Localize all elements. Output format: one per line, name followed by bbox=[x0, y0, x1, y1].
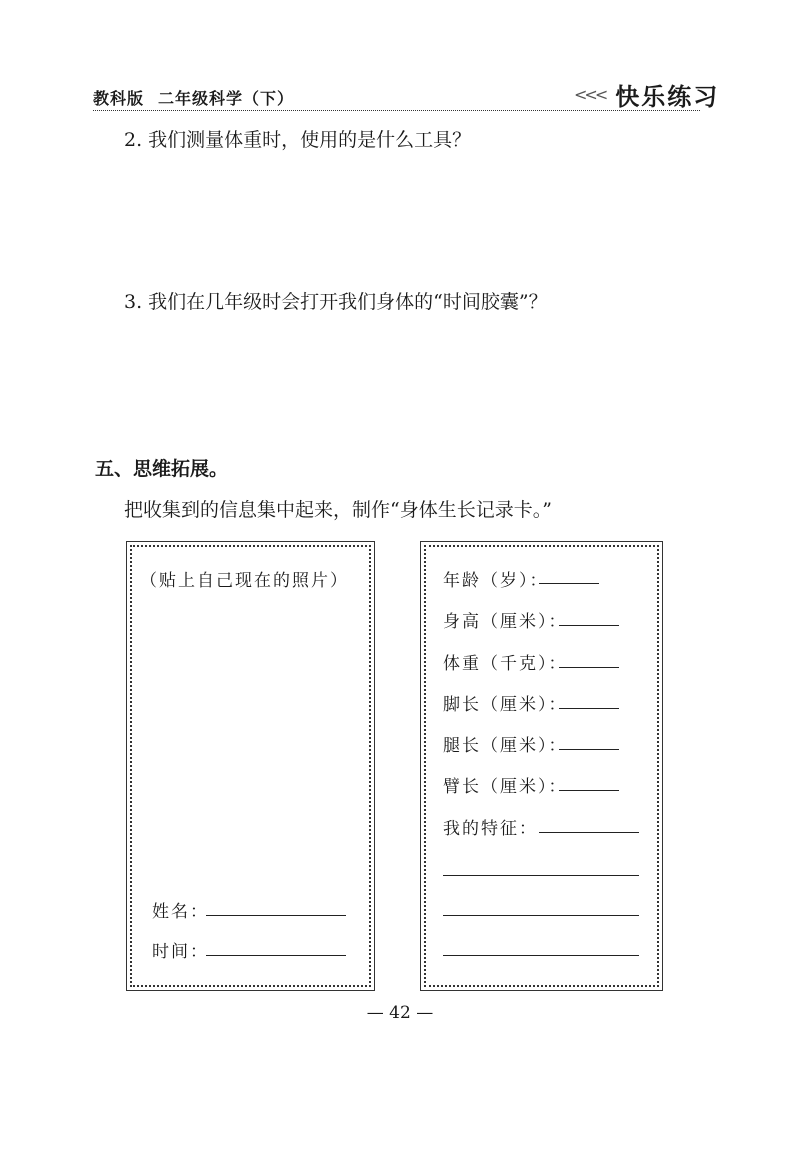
header-series bbox=[574, 77, 719, 112]
chevrons-icon: <<< bbox=[574, 85, 606, 104]
arm-length-line[interactable] bbox=[559, 790, 619, 791]
age-label: 年龄（岁）： bbox=[443, 571, 549, 591]
age-line[interactable] bbox=[539, 583, 599, 584]
section-heading: 五、思维拓展。 bbox=[95, 458, 229, 480]
question-2: 2. 我们测量体重时，使用的是什么工具？ bbox=[124, 129, 472, 151]
page-number: — 42 — bbox=[366, 1003, 434, 1023]
features-label: 我的特征： bbox=[443, 819, 538, 839]
header-rule bbox=[93, 110, 700, 111]
height-line[interactable] bbox=[559, 625, 619, 626]
course-label: 二年级科学（下） bbox=[158, 89, 295, 108]
question-3: 3. 我们在几年级时会打开我们身体的“时间胶囊”？ bbox=[124, 291, 548, 313]
height-label: 身高（厘米）： bbox=[443, 612, 568, 632]
features-extra-line[interactable] bbox=[443, 875, 639, 876]
time-line[interactable] bbox=[206, 955, 346, 956]
foot-length-label: 脚长（厘米）： bbox=[443, 695, 568, 715]
edition-label: 教科版 bbox=[93, 89, 145, 108]
photo-label: （贴上自己现在的照片） bbox=[140, 571, 349, 591]
weight-label: 体重（千克）： bbox=[443, 654, 568, 674]
features-extra-line[interactable] bbox=[443, 955, 639, 956]
name-label: 姓名： bbox=[152, 902, 209, 922]
time-label: 时间： bbox=[152, 942, 209, 962]
name-line[interactable] bbox=[206, 915, 346, 916]
section-instruction: 把收集到的信息集中起来，制作“身体生长记录卡。” bbox=[124, 499, 552, 521]
features-extra-line[interactable] bbox=[443, 915, 639, 916]
leg-length-label: 腿长（厘米）： bbox=[443, 736, 568, 756]
weight-line[interactable] bbox=[559, 667, 619, 668]
header-course bbox=[93, 86, 294, 109]
foot-length-line[interactable] bbox=[559, 708, 619, 709]
arm-length-label: 臂长（厘米）： bbox=[443, 777, 568, 797]
leg-length-line[interactable] bbox=[559, 749, 619, 750]
features-line[interactable] bbox=[539, 832, 639, 833]
series-title: 快乐练习 bbox=[615, 83, 720, 111]
